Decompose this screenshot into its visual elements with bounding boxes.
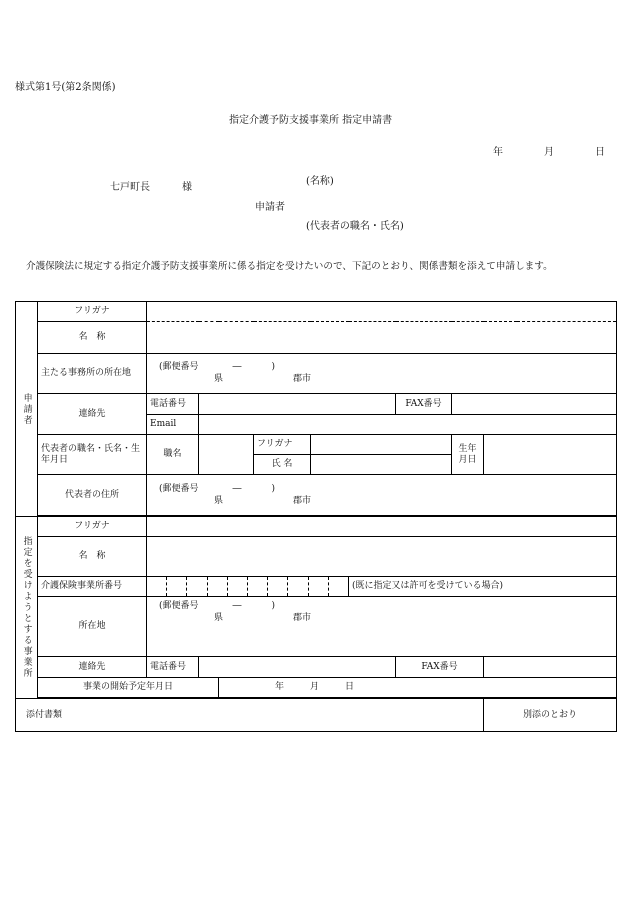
applicant-section-label: 申請者 xyxy=(16,302,38,517)
date-line xyxy=(493,148,605,158)
start-day-label: 日 xyxy=(345,682,355,693)
applicant-name-row-label: 名 称 xyxy=(38,322,147,354)
applicant-furigana-field[interactable] xyxy=(147,302,617,322)
applicant-furigana-label: フリガナ xyxy=(38,302,147,322)
postal-close: ) xyxy=(271,362,276,373)
rep-address-label: 代表者の住所 xyxy=(38,475,147,516)
facility-postal-close: ) xyxy=(271,600,276,611)
insurance-number-label: 介護保険事業所番号 xyxy=(38,577,147,597)
rep-birthdate-field[interactable] xyxy=(484,435,617,475)
date-year-label: 年 xyxy=(493,147,503,158)
start-date-field[interactable] xyxy=(219,678,617,698)
applicant-fax-label: FAX番号 xyxy=(396,394,452,415)
applicant-name-field[interactable] xyxy=(147,322,617,354)
date-day-label: 日 xyxy=(595,147,605,158)
rep-name-field[interactable] xyxy=(311,455,452,475)
facility-prefecture-label: 県 xyxy=(214,612,224,623)
rep-county-city-label: 郡市 xyxy=(293,495,312,506)
facility-location-field[interactable] xyxy=(147,597,617,657)
rep-birthdate-label: 生年月日 xyxy=(452,435,484,475)
applicant-email-label: Email xyxy=(147,415,199,435)
rep-position-field[interactable] xyxy=(199,435,254,475)
applicant-contact-label: 連絡先 xyxy=(38,394,147,435)
start-date-label: 事業の開始予定年月日 xyxy=(38,678,219,698)
facility-postal-dash: ― xyxy=(232,600,242,611)
applicant-email-field[interactable] xyxy=(199,415,617,435)
rep-furigana-label: フリガナ xyxy=(254,435,311,455)
main-office-address-field[interactable] xyxy=(147,354,617,394)
facility-phone-field[interactable] xyxy=(199,657,396,678)
facility-fax-label: FAX番号 xyxy=(396,657,484,678)
rep-postal-dash: ― xyxy=(232,483,242,494)
representative-label: (代表者の職名・氏名) xyxy=(306,221,404,232)
facility-name-row-label: 名 称 xyxy=(38,537,147,577)
application-form-table xyxy=(15,301,617,732)
county-city-label: 郡市 xyxy=(293,374,312,385)
rep-postal-code-label: (郵便番号 xyxy=(159,483,199,494)
facility-furigana-field[interactable] xyxy=(147,517,617,537)
applicant-phone-field[interactable] xyxy=(199,394,396,415)
rep-name-label: 氏 名 xyxy=(254,455,311,475)
addressee xyxy=(110,183,192,193)
facility-name-field[interactable] xyxy=(147,537,617,577)
addressee-name: 七戸町長 xyxy=(110,182,150,193)
attachments-label: 添付書類 xyxy=(16,699,484,732)
attachments-value: 別添のとおり xyxy=(484,699,617,732)
facility-phone-label: 電話番号 xyxy=(147,657,199,678)
start-month-label: 月 xyxy=(310,682,320,693)
rep-address-field[interactable] xyxy=(147,475,617,516)
facility-location-label: 所在地 xyxy=(38,597,147,657)
rep-prefecture-label: 県 xyxy=(214,495,224,506)
facility-fax-field[interactable] xyxy=(484,657,617,678)
applicant-fax-field[interactable] xyxy=(452,394,617,415)
addressee-honorific: 様 xyxy=(182,182,192,193)
applicant-name-label: (名称) xyxy=(306,176,334,187)
form-number: 様式第1号(第2条関係) xyxy=(15,82,116,93)
applicant-phone-label: 電話番号 xyxy=(147,394,199,415)
date-month-label: 月 xyxy=(544,147,554,158)
start-year-label: 年 xyxy=(275,682,285,693)
prefecture-label: 県 xyxy=(214,374,224,385)
postal-code-label: (郵便番号 xyxy=(159,362,199,373)
facility-contact-label: 連絡先 xyxy=(38,657,147,678)
insurance-number-field[interactable] xyxy=(147,577,349,597)
insurance-number-note: (既に指定又は許可を受けている場合) xyxy=(349,577,617,597)
facility-county-city-label: 郡市 xyxy=(293,612,312,623)
applicant-label: 申請者 xyxy=(255,202,285,213)
postal-dash: ― xyxy=(232,362,242,373)
main-office-label: 主たる事務所の所在地 xyxy=(38,354,147,394)
rep-position-label: 職名 xyxy=(147,435,199,475)
facility-furigana-label: フリガナ xyxy=(38,517,147,537)
facility-section-label: 指定を受けようとする事業所 xyxy=(16,517,38,699)
rep-postal-close: ) xyxy=(271,483,276,494)
intro-text: 介護保険法に規定する指定介護予防支援事業所に係る指定を受けたいので、下記のとおり、関係書類を添えて申請します。 xyxy=(26,261,553,272)
rep-furigana-field[interactable] xyxy=(311,435,452,455)
rep-info-label: 代表者の職名・氏名・生年月日 xyxy=(38,435,147,475)
document-title: 指定介護予防支援事業所 指定申請書 xyxy=(229,115,393,126)
facility-postal-code-label: (郵便番号 xyxy=(159,600,199,611)
